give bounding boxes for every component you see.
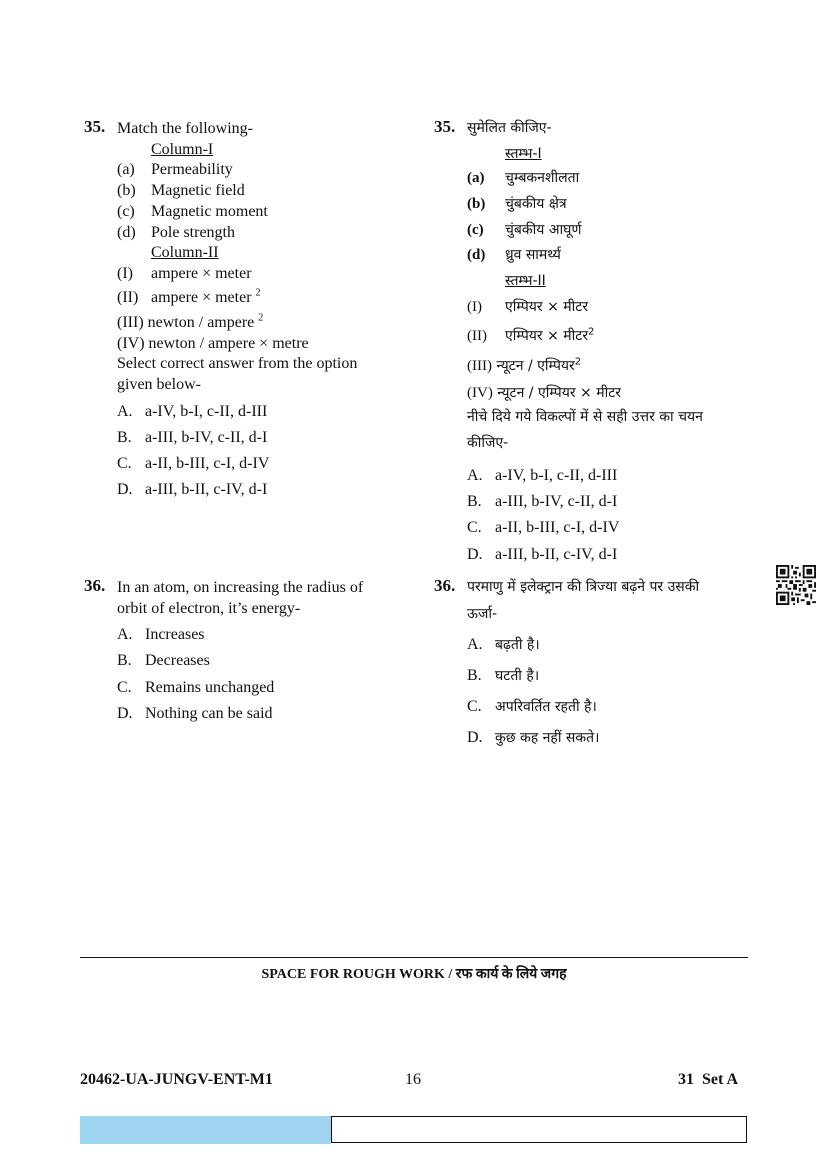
option-text: Remains unchanged — [145, 679, 275, 696]
rough-work-divider — [80, 957, 748, 958]
q35-hi-prompt: सुमेलित कीजिए- — [467, 120, 552, 136]
q35-en-col1-item — [117, 223, 235, 243]
q36-hi-option-c — [467, 697, 597, 717]
page-number: 16 — [405, 1071, 421, 1088]
superscript: 2 — [588, 326, 595, 338]
item-text: ध्रुव सामर्थ्य — [505, 247, 561, 263]
q35-en-col1-title: Column-I — [151, 141, 214, 158]
item-text: Magnetic field — [151, 182, 245, 199]
option-text: Decreases — [145, 652, 210, 669]
option-label: D. — [467, 729, 483, 746]
item-text: Permeability — [151, 161, 233, 178]
q35-hi-col1-item — [467, 168, 579, 188]
option-label: B. — [117, 652, 132, 669]
option-label: C. — [117, 679, 132, 696]
option-label: A. — [117, 403, 133, 420]
q35-en-option-b — [117, 428, 267, 448]
q35-en-number: 35. — [84, 117, 106, 136]
q36-en-option-d — [117, 704, 273, 724]
q35-hi-instruction: कीजिए- — [467, 435, 509, 451]
q35-hi-col1-item — [467, 194, 567, 214]
q35-hi-col2-item — [467, 326, 594, 346]
item-text: एम्पियर × मीटर — [505, 299, 589, 315]
q35-en-instruction: given below- — [117, 376, 201, 393]
q36-hi-option-d — [467, 728, 599, 748]
q36-hi-prompt: ऊर्जा- — [467, 606, 498, 622]
option-label: D. — [117, 705, 133, 722]
option-text: अपरिवर्तित रहती है। — [495, 699, 597, 715]
option-text: a-III, b-IV, c-II, d-I — [145, 429, 268, 446]
option-text: a-III, b-II, c-IV, d-I — [145, 481, 268, 498]
item-label: (I) — [117, 265, 133, 282]
footer-color-bar — [80, 1116, 331, 1144]
item-text: चुम्बकनशीलता — [505, 170, 580, 186]
item-label: (IV) — [117, 335, 145, 352]
q35-hi-col2-item — [467, 356, 581, 376]
item-label: (c) — [117, 203, 135, 220]
item-text: newton / ampere × metre — [148, 335, 309, 352]
paper-code: 20462-UA-JUNGV-ENT-M1 — [80, 1071, 273, 1088]
superscript: 2 — [574, 356, 582, 368]
q35-en-col2-title: Column-II — [151, 244, 219, 261]
item-text: एम्पियर × मीटर — [505, 328, 589, 344]
item-label: (b) — [467, 196, 486, 212]
q35-hi-option-a — [467, 466, 617, 486]
q35-hi-col1-item — [467, 245, 561, 265]
q35-en-option-d — [117, 480, 267, 500]
item-text: Magnetic moment — [151, 203, 268, 220]
item-label: (I) — [467, 299, 482, 315]
q36-en-option-b — [117, 651, 210, 671]
item-text: newton / ampere — [147, 314, 255, 331]
q35-hi-instruction: नीचे दिये गये विकल्पों में से सही उत्तर का चयन — [467, 409, 703, 425]
item-label: (III) — [467, 358, 492, 374]
q35-en-instruction: Select correct answer from the option — [117, 355, 358, 372]
q35-hi-col1-item — [467, 220, 582, 240]
set-number: 31 — [678, 1071, 694, 1088]
item-label: (d) — [467, 247, 486, 263]
option-text: a-III, b-II, c-IV, d-I — [495, 546, 618, 563]
q36-hi-option-a — [467, 635, 540, 655]
q35-hi-col2-title: स्तम्भ-II — [505, 273, 546, 289]
q36-en-option-a — [117, 625, 205, 645]
q35-hi-option-b — [467, 492, 617, 512]
q35-en-col2-item — [117, 334, 309, 354]
option-text: a-IV, b-I, c-II, d-III — [495, 467, 618, 484]
rough-work-label: SPACE FOR ROUGH WORK / रफ कार्य के लिये जगह — [261, 967, 567, 982]
option-label: D. — [467, 546, 483, 563]
q36-hi-prompt: परमाणु में इलेक्ट्रान की त्रिज्या बढ़ने पर उसकी — [467, 579, 700, 595]
q35-en-col2-item — [117, 288, 261, 308]
q36-en-prompt: In an atom, on increasing the radius of — [117, 579, 364, 596]
set-info — [678, 1071, 738, 1089]
item-label: (c) — [467, 222, 484, 238]
item-label: (a) — [117, 161, 135, 178]
q35-en-col2-item — [117, 264, 252, 284]
q35-en-prompt: Match the following- — [117, 120, 253, 137]
footer-box — [331, 1116, 747, 1143]
q36-hi-number: 36. — [434, 576, 456, 595]
superscript: 2 — [258, 312, 264, 324]
option-text: Increases — [145, 626, 205, 643]
q35-en-col1-item — [117, 160, 233, 180]
q36-en-number: 36. — [84, 576, 106, 595]
option-text: बढ़ती है। — [495, 637, 540, 653]
option-text: a-II, b-III, c-I, d-IV — [145, 455, 270, 472]
option-label: B. — [117, 429, 132, 446]
q35-en-option-c — [117, 454, 269, 474]
q35-en-col1-item — [117, 202, 268, 222]
option-text: घटती है। — [495, 668, 540, 684]
option-label: C. — [467, 519, 482, 536]
item-label: (III) — [117, 314, 144, 331]
q35-hi-option-c — [467, 518, 619, 538]
option-label: C. — [117, 455, 132, 472]
q35-en-col1-item — [117, 181, 245, 201]
option-text: Nothing can be said — [145, 705, 273, 722]
item-text: ampere × meter — [151, 289, 252, 306]
item-label: (d) — [117, 224, 136, 241]
item-text: न्यूटन / एम्पियर × मीटर — [497, 385, 622, 401]
qr-code-icon — [776, 565, 816, 605]
option-label: A. — [117, 626, 133, 643]
q36-hi-option-b — [467, 666, 539, 686]
q35-hi-col1-title: स्तम्भ-I — [505, 146, 542, 162]
option-label: D. — [117, 481, 133, 498]
q35-en-col2-item — [117, 313, 263, 333]
option-text: a-II, b-III, c-I, d-IV — [495, 519, 620, 536]
item-label: (II) — [117, 289, 139, 306]
option-label: B. — [467, 493, 482, 510]
option-label: C. — [467, 698, 482, 715]
item-label: (a) — [467, 170, 485, 186]
q36-en-option-c — [117, 678, 274, 698]
item-text: ampere × meter — [151, 265, 252, 282]
q36-en-prompt: orbit of electron, it’s energy- — [117, 600, 301, 617]
option-text: a-III, b-IV, c-II, d-I — [495, 493, 618, 510]
superscript: 2 — [255, 287, 261, 299]
option-text: a-IV, b-I, c-II, d-III — [145, 403, 268, 420]
q35-hi-option-d — [467, 545, 617, 565]
item-label: (II) — [467, 328, 487, 344]
q35-hi-col2-item — [467, 383, 621, 403]
item-text: चुंबकीय आघूर्ण — [505, 222, 582, 238]
q35-en-option-a — [117, 402, 267, 422]
item-text: Pole strength — [151, 224, 235, 241]
set-label: Set A — [702, 1071, 738, 1088]
item-text: चुंबकीय क्षेत्र — [505, 196, 567, 212]
q35-hi-col2-item — [467, 297, 588, 317]
option-label: B. — [467, 667, 482, 684]
item-label: (IV) — [467, 385, 493, 401]
option-label: A. — [467, 467, 483, 484]
option-label: A. — [467, 636, 483, 653]
option-text: कुछ कह नहीं सकते। — [495, 730, 600, 746]
item-text: न्यूटन / एम्पियर — [496, 358, 575, 374]
item-label: (b) — [117, 182, 136, 199]
q35-hi-number: 35. — [434, 117, 456, 136]
